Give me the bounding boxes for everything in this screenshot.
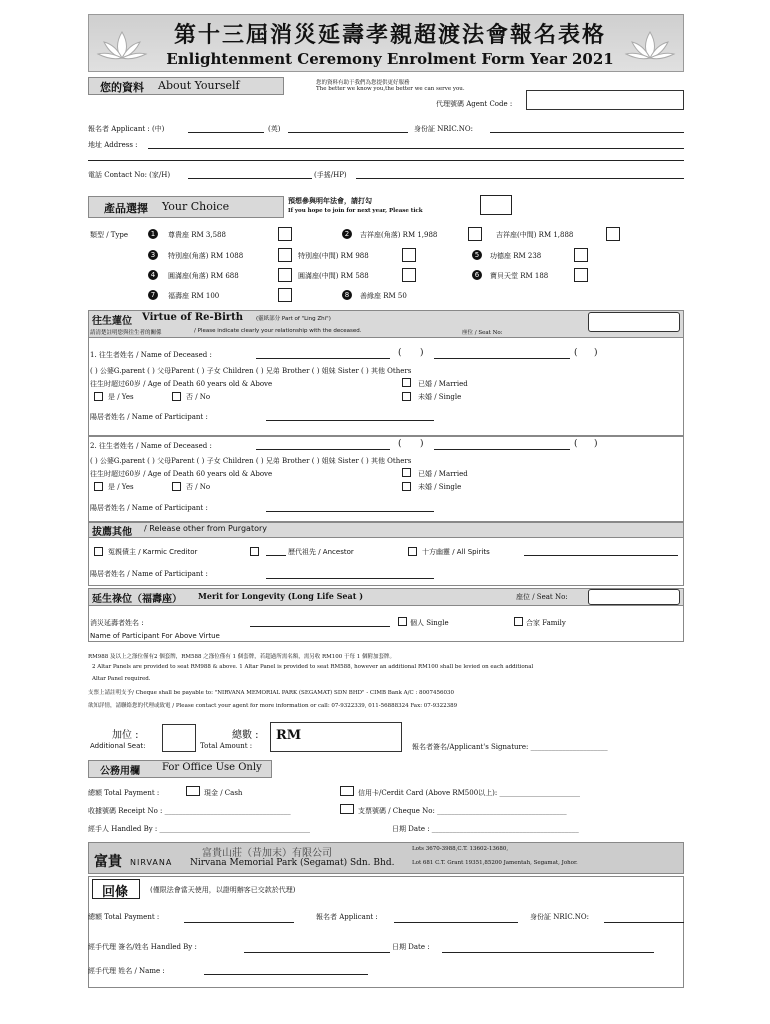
no-2: 否 / No (186, 483, 211, 491)
next-year-checkbox[interactable] (480, 195, 512, 215)
applicant-label: 報名者 Applicant : (中) (88, 125, 165, 133)
number-7-icon: 7 (148, 290, 158, 300)
choice-item-1: 尊貴座 RM 3,588 (168, 231, 226, 239)
longevity-family: 合家 Family (526, 619, 566, 627)
number-8-icon: 8 (342, 290, 352, 300)
number-5-icon: 5 (472, 250, 482, 260)
paren-close-1: ) (420, 348, 424, 358)
note-2: 2 Altar Panels are provided to seat RM988 & above. 1 Altar Panel is provided to seat RM588, however an additional RM100 shall be levied on each additional (92, 664, 534, 670)
company-name-en: Nirvana Memorial Park (Segamat) Sdn. Bhd. (190, 858, 395, 868)
about-note-en: The better we know you,the better we can serve you. (316, 86, 465, 92)
logo-en: NIRVANA (130, 858, 173, 867)
spirits-label: 十方幽靈 / All Spirits (422, 548, 490, 556)
participant-1-field[interactable] (266, 420, 434, 421)
spirits-field[interactable] (524, 555, 678, 556)
married-1: 已婚 / Married (418, 380, 468, 388)
total-cn: 總數 : (232, 730, 259, 741)
single-1-checkbox[interactable] (402, 392, 411, 401)
applicant-en-label: (英) (268, 125, 281, 133)
choice-item-7: 福壽座 RM 100 (168, 292, 220, 300)
married-2: 已婚 / Married (418, 470, 468, 478)
rebirth-sub-en: / Please indicate clearly your relationship with the deceased. (194, 328, 362, 334)
longevity-single: 個人 Single (410, 619, 449, 627)
paren-open-1b: ( (574, 348, 578, 358)
company-name-cn: 富貴山莊（昔加末）有限公司 (202, 848, 332, 859)
title-cn: 第十三屆消災延壽孝親超渡法會報名表格 (173, 22, 606, 48)
reply-name-field[interactable] (204, 974, 368, 975)
card-checkbox[interactable] (340, 786, 354, 796)
nric-label: 身份証 NRIC.NO: (414, 125, 473, 133)
choice-checkbox-2[interactable] (468, 227, 482, 241)
choice-item-2: 吉祥座(角落) RM 1,988 (360, 231, 438, 239)
rebirth-seat-input[interactable] (588, 312, 680, 332)
cheque-label: 支票號碼 / Cheque No: _____________________________________ (358, 807, 567, 815)
longevity-title-en: Merit for Longevity (Long Life Seat ) (198, 591, 363, 601)
rebirth-title-cn: 往生蓮位 (92, 316, 132, 327)
choice-label-cn: 產品選擇 (104, 202, 148, 215)
release-participant-field[interactable] (266, 578, 434, 579)
choice-checkbox-4[interactable] (278, 268, 292, 282)
contact-hp-field[interactable] (356, 178, 684, 179)
paren-open-2: ( (398, 439, 402, 449)
single-1: 未婚 / Single (418, 393, 462, 401)
choice-item-3b: 特別座(中間) RM 988 (298, 252, 369, 260)
paren-close-1b: ) (594, 348, 598, 358)
reply-handled-label: 經手代理 簽名/姓名 Handled By : (88, 943, 197, 951)
contact-hp-label: (手搖/HP) (314, 171, 347, 179)
reply-applicant-label: 報名者 Applicant : (316, 913, 378, 921)
choice-item-6: 寶貝天堂 RM 188 (490, 272, 549, 280)
relation-1: ( ) 公婆G.parent ( ) 父母Parent ( ) 子女 Children ( ) 兄弟 Brother ( ) 姐妹 Sister ( ) 其他 Others (90, 367, 412, 375)
reply-nric-label: 身份証 NRIC.NO: (530, 913, 589, 921)
reply-date-field[interactable] (442, 952, 654, 953)
yes-1-checkbox[interactable] (94, 392, 103, 401)
karmic-checkbox[interactable] (94, 547, 103, 556)
card-label: 信用卡/Cerdit Card (Above RM500以上): _______________________ (358, 789, 580, 797)
longevity-seat-input[interactable] (588, 589, 680, 605)
title-en: Enlightenment Ceremony Enrolment Form Year 2021 (166, 50, 614, 68)
note-3: Altar Panel required. (92, 676, 151, 682)
reply-name-label: 經手代理 姓名 / Name : (88, 967, 165, 975)
type-label: 類型 / Type (90, 231, 129, 239)
note-1: RM988 及以上之涤位僅有2 個套牌，RM588 之涤位僅有 1 個套牌，若超過所需名額，需另收 RM100 于每 1 個附加套牌。 (88, 654, 396, 660)
office-label-en: For Office Use Only (162, 762, 262, 773)
ancestor-label: 歷代祖先 / Ancestor (288, 548, 354, 556)
nric-field[interactable] (490, 132, 684, 133)
longevity-single-checkbox[interactable] (398, 617, 407, 626)
lotus-left-icon (96, 28, 148, 64)
number-3-icon: 3 (148, 250, 158, 260)
lotus-right-icon (624, 28, 676, 64)
cash-checkbox[interactable] (186, 786, 200, 796)
add-seat-input[interactable] (162, 724, 196, 752)
participant-2-field[interactable] (266, 511, 434, 512)
yes-2: 是 / Yes (108, 483, 134, 491)
cash-label: 現金 / Cash (204, 789, 243, 797)
rebirth-sub-cn: 請清楚註明您與往生者的關係 (90, 330, 162, 336)
cheque-checkbox[interactable] (340, 804, 354, 814)
add-seat-cn: 加位 : (112, 730, 139, 741)
deceased-2-label: 2. 往生者姓名 / Name of Deceased : (90, 442, 212, 450)
ancestor-field[interactable] (266, 555, 286, 556)
reply-note: (僅限法會當天使用，以證明辦客已交款於代理) (150, 886, 296, 894)
paren-close-2: ) (420, 439, 424, 449)
choice-checkbox-3b[interactable] (402, 248, 416, 262)
paren-close-2b: ) (594, 439, 598, 449)
participant-2-label: 陽居者姓名 / Name of Participant : (90, 504, 208, 512)
longevity-title-cn: 延生祿位（福壽座） (92, 594, 182, 605)
reply-title: 回條 (102, 885, 129, 900)
contact-label: 電話 Contact No: (家/H) (88, 171, 171, 179)
number-4-icon: 4 (148, 270, 158, 280)
number-2-icon: 2 (342, 229, 352, 239)
address-field[interactable] (148, 148, 684, 149)
receipt-label: 收據號碼 Receipt No : ____________________________________ (88, 807, 291, 815)
deceased-1-field-b[interactable] (434, 358, 570, 359)
rebirth-seat-label: 座位 / Seat No: (462, 330, 503, 336)
choice-label-en: Your Choice (162, 200, 230, 213)
release-participant-label: 陽居者姓名 / Name of Participant : (90, 570, 208, 578)
total-en: Total Amount : (200, 742, 253, 750)
about-label-cn: 您的資料 (100, 81, 144, 94)
office-date-label: 日期 Date : __________________________________________ (392, 825, 579, 833)
agent-code-label: 代理號碼 Agent Code : (436, 100, 513, 108)
choice-item-5: 功德座 RM 238 (490, 252, 542, 260)
karmic-label: 冤親債主 / Karmic Creditor (108, 548, 198, 556)
choice-item-8: 善緣座 RM 50 (360, 292, 407, 300)
reply-handled-field[interactable] (244, 952, 390, 953)
number-1-icon: 1 (148, 229, 158, 239)
applicant-en-field[interactable] (288, 132, 408, 133)
choice-item-3: 特別座(角落) RM 1088 (168, 252, 244, 260)
choice-item-4: 圓滿座(角落) RM 688 (168, 272, 239, 280)
signature-label: 報名者簽名/Applicant's Signature: ______________________ (412, 743, 608, 751)
rebirth-title-en: Virtue of Re-Birth (142, 312, 244, 323)
choice-checkbox-7[interactable] (278, 288, 292, 302)
no-2-checkbox[interactable] (172, 482, 181, 491)
spirits-checkbox[interactable] (408, 547, 417, 556)
ancestor-checkbox[interactable] (250, 547, 259, 556)
choice-checkbox-4b[interactable] (402, 268, 416, 282)
deceased-2-field[interactable] (256, 449, 390, 450)
deceased-1-label: 1. 往生者姓名 / Name of Deceased : (90, 351, 212, 359)
reply-total-field[interactable] (184, 922, 294, 923)
reply-total-label: 總額 Total Payment : (88, 913, 160, 921)
number-6-icon: 6 (472, 270, 482, 280)
release-title-en: / Release other from Purgatory (144, 524, 267, 533)
longevity-name-field[interactable] (250, 626, 390, 627)
no-1: 否 / No (186, 393, 211, 401)
yes-2-checkbox[interactable] (94, 482, 103, 491)
age-1: 往生时超过60岁 / Age of Death 60 years old & Above (90, 380, 273, 388)
deceased-1-field[interactable] (256, 358, 390, 359)
reply-nric-field[interactable] (604, 922, 684, 923)
release-title-cn: 拔薦其他 (92, 527, 132, 538)
total-rm: RM (276, 728, 302, 743)
participant-1-label: 陽居者姓名 / Name of Participant : (90, 413, 208, 421)
choice-checkbox-1[interactable] (278, 227, 292, 241)
deceased-2-field-b[interactable] (434, 449, 570, 450)
about-note-cn: 您的資料有助于我們為您提供更好服務 (316, 80, 410, 86)
longevity-name-en: Name of Participant For Above Virtue (90, 632, 220, 640)
rebirth-title-note: (靈紙部分 Part of "Ling Zhi") (256, 316, 331, 322)
longevity-name-label: 消災延壽者姓名 : (90, 619, 144, 627)
choice-item-2b: 吉祥座(中間) RM 1,888 (496, 231, 574, 239)
reply-date-label: 日期 Date : (392, 943, 430, 951)
longevity-seat-label: 座位 / Seat No: (516, 593, 568, 601)
paren-open-1: ( (398, 348, 402, 358)
married-2-checkbox[interactable] (402, 468, 411, 477)
choice-checkbox-3[interactable] (278, 248, 292, 262)
choice-checkbox-6[interactable] (574, 268, 588, 282)
add-seat-en: Additional Seat: (90, 742, 146, 750)
relation-2: ( ) 公婆G.parent ( ) 父母Parent ( ) 子女 Children ( ) 兄弟 Brother ( ) 姐妹 Sister ( ) 其他 Others (90, 457, 412, 465)
about-label-en: About Yourself (158, 79, 240, 92)
longevity-family-checkbox[interactable] (514, 617, 523, 626)
logo-cn: 富貴 (94, 854, 122, 870)
married-1-checkbox[interactable] (402, 378, 411, 387)
applicant-cn-field[interactable] (188, 132, 264, 133)
company-lots-1: Lots 3670-3988,C.T. 13602-13680, (412, 846, 509, 852)
paren-open-2b: ( (574, 439, 578, 449)
contact-home-field[interactable] (188, 178, 312, 179)
address-label: 地址 Address : (88, 141, 138, 149)
next-year-en: If you hope to join for next year, Please tick (288, 208, 423, 214)
note-5: 欲知詳情，請聯絡您的代理或致電 / Please contact your agent for more information or call: 07-9322339, 011-56888324 Fax: 07-9322389 (88, 703, 458, 709)
reply-applicant-field[interactable] (394, 922, 518, 923)
choice-checkbox-2b[interactable] (606, 227, 620, 241)
choice-item-4b: 圓滿座(中間) RM 588 (298, 272, 369, 280)
note-4: 支票上請註明支予/ Cheque shall be payable to: "NIRVANA MEMORIAL PARK (SEGAMAT) SDN BHD" - CIMB Bank A/C : 8007456030 (88, 690, 455, 696)
agent-code-input[interactable] (526, 90, 684, 110)
single-2-checkbox[interactable] (402, 482, 411, 491)
address-field-2[interactable] (88, 160, 684, 161)
no-1-checkbox[interactable] (172, 392, 181, 401)
yes-1: 是 / Yes (108, 393, 134, 401)
choice-checkbox-5[interactable] (574, 248, 588, 262)
office-total: 總額 Total Payment : (88, 789, 160, 797)
handled-label: 經手人 Handled By : ___________________________________________ (88, 825, 310, 833)
single-2: 未婚 / Single (418, 483, 462, 491)
next-year-cn: 預想參與明年法會，請打勾 (288, 196, 372, 205)
company-lots-2: Lot 681 C.T. Grant 19351,85200 Jamentah, Segamat, Johor. (412, 860, 578, 866)
office-label-cn: 公務用欄 (100, 766, 140, 777)
age-2: 往生时超过60岁 / Age of Death 60 years old & Above (90, 470, 273, 478)
